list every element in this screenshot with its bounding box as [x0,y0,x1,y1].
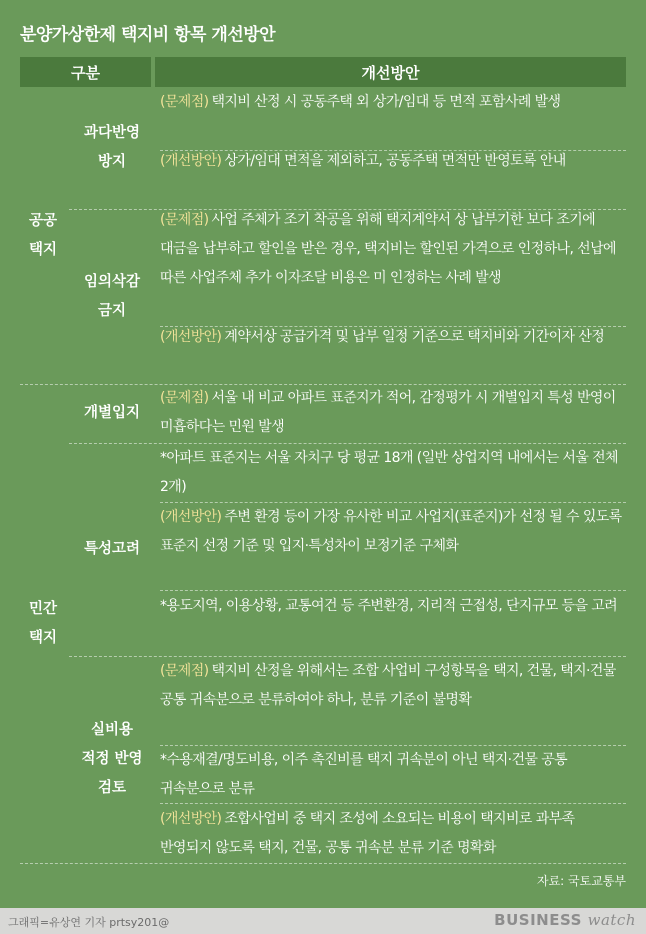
sub-actual-cost: 실비용 적정 반영 검토 [81,722,143,796]
plan-tag: (개선방안) [160,509,222,525]
cell-text: *용도지역, 이용상황, 교통여건 등 주변환경, 지리적 근접성, 단지규모 등을 고려 [160,598,618,614]
brand-logo [494,911,636,929]
footer-bar [0,908,646,934]
problem-tag: (문제점) [160,390,209,406]
cell-arbitrary-problem [160,206,630,293]
cell-excess-problem [160,88,630,117]
sub-characteristics: 특성고려 [83,541,141,557]
header-category: 구분 [20,57,151,87]
brand-main: BUSINESS [494,911,582,929]
cell-text: 조합사업비 중 택지 조성에 소요되는 비용이 택지비로 과부족 반영되지 않도록 택지, 건물, 공통 귀속분 분류 기준 명확화 [160,811,575,856]
table-bottom-line [20,863,626,864]
cell-characteristics-plan [160,503,630,561]
cell-text: 서울 내 비교 아파트 표준지가 적어, 감정평가 시 개별입지 특성 반영이 미흡하다는 민원 발생 [160,390,616,435]
cell-arbitrary-plan [160,323,630,352]
header-plan: 개선방안 [155,57,626,87]
cell-text: 사업 주체가 조기 착공을 위해 택지계약서 상 납부기한 보다 조기에 대금을 납부하고 할인을 받은 경우, 택지비는 할인된 가격으로 인정하나, 선납에 따른 사업주체 추가 이자조달 비용은 미 인정하는 사례 발생 [160,212,616,286]
cell-text: 상가/임대 면적을 제외하고, 공동주택 면적만 반영토록 안내 [224,153,566,169]
cell-characteristics-note2 [160,592,630,621]
plan-tag: (개선방안) [160,153,222,169]
brand-sub: watch [587,911,636,929]
problem-tag: (문제점) [160,663,209,679]
cell-individual-problem [160,384,630,442]
cell-text: *아파트 표준지는 서울 자치구 당 평균 18개 (일반 상업지역 내에서는 서울 전체 2개) [160,450,618,495]
cell-actual-plan [160,805,630,863]
graphic-credit: 그래픽=유상연 기자 prtsy201@ [8,916,170,929]
cell-text: 주변 환경 등이 가장 유사한 비교 사업지(표준지)가 선정 될 수 있도록 표준지 선정 기준 및 입지·특성차이 보정기준 구체화 [160,509,622,554]
cell-text: *수용재결/명도비용, 이주 촉진비를 택지 귀속분이 아닌 택지·건물 공통 귀속분으로 분류 [160,752,568,797]
sub-arbitrary-cut-ban: 임의삭감 금지 [83,273,141,319]
cell-actual-note [160,746,630,804]
row-divider [160,590,626,591]
cell-text: 택지비 산정을 위해서는 조합 사업비 구성항목을 택지, 건물, 택지·건물 공통 귀속분으로 분류하여야 하나, 분류 기준이 불명확 [160,663,616,708]
category-private-land: 민간 택지 [28,600,57,646]
cell-characteristics-note1 [160,444,630,502]
plan-tag: (개선방안) [160,811,222,827]
cell-text: 택지비 산정 시 공동주택 외 상가/임대 등 면적 포함사례 발생 [211,94,561,110]
sub-excess-prevention: 과다반영 방지 [83,125,141,170]
category-public-land: 공공 택지 [28,212,57,258]
cell-excess-plan [160,147,630,176]
cell-actual-problem [160,657,630,715]
cell-text: 계약서상 공급가격 및 납부 일정 기준으로 택지비와 기간이자 산정 [224,329,605,345]
sub-individual-site: 개별입지 [83,405,141,421]
problem-tag: (문제점) [160,212,209,228]
source-note: 자료: 국토교통부 [536,874,626,888]
page-title: 분양가상한제 택지비 항목 개선방안 [20,25,276,45]
plan-tag: (개선방안) [160,329,222,345]
problem-tag: (문제점) [160,94,209,110]
